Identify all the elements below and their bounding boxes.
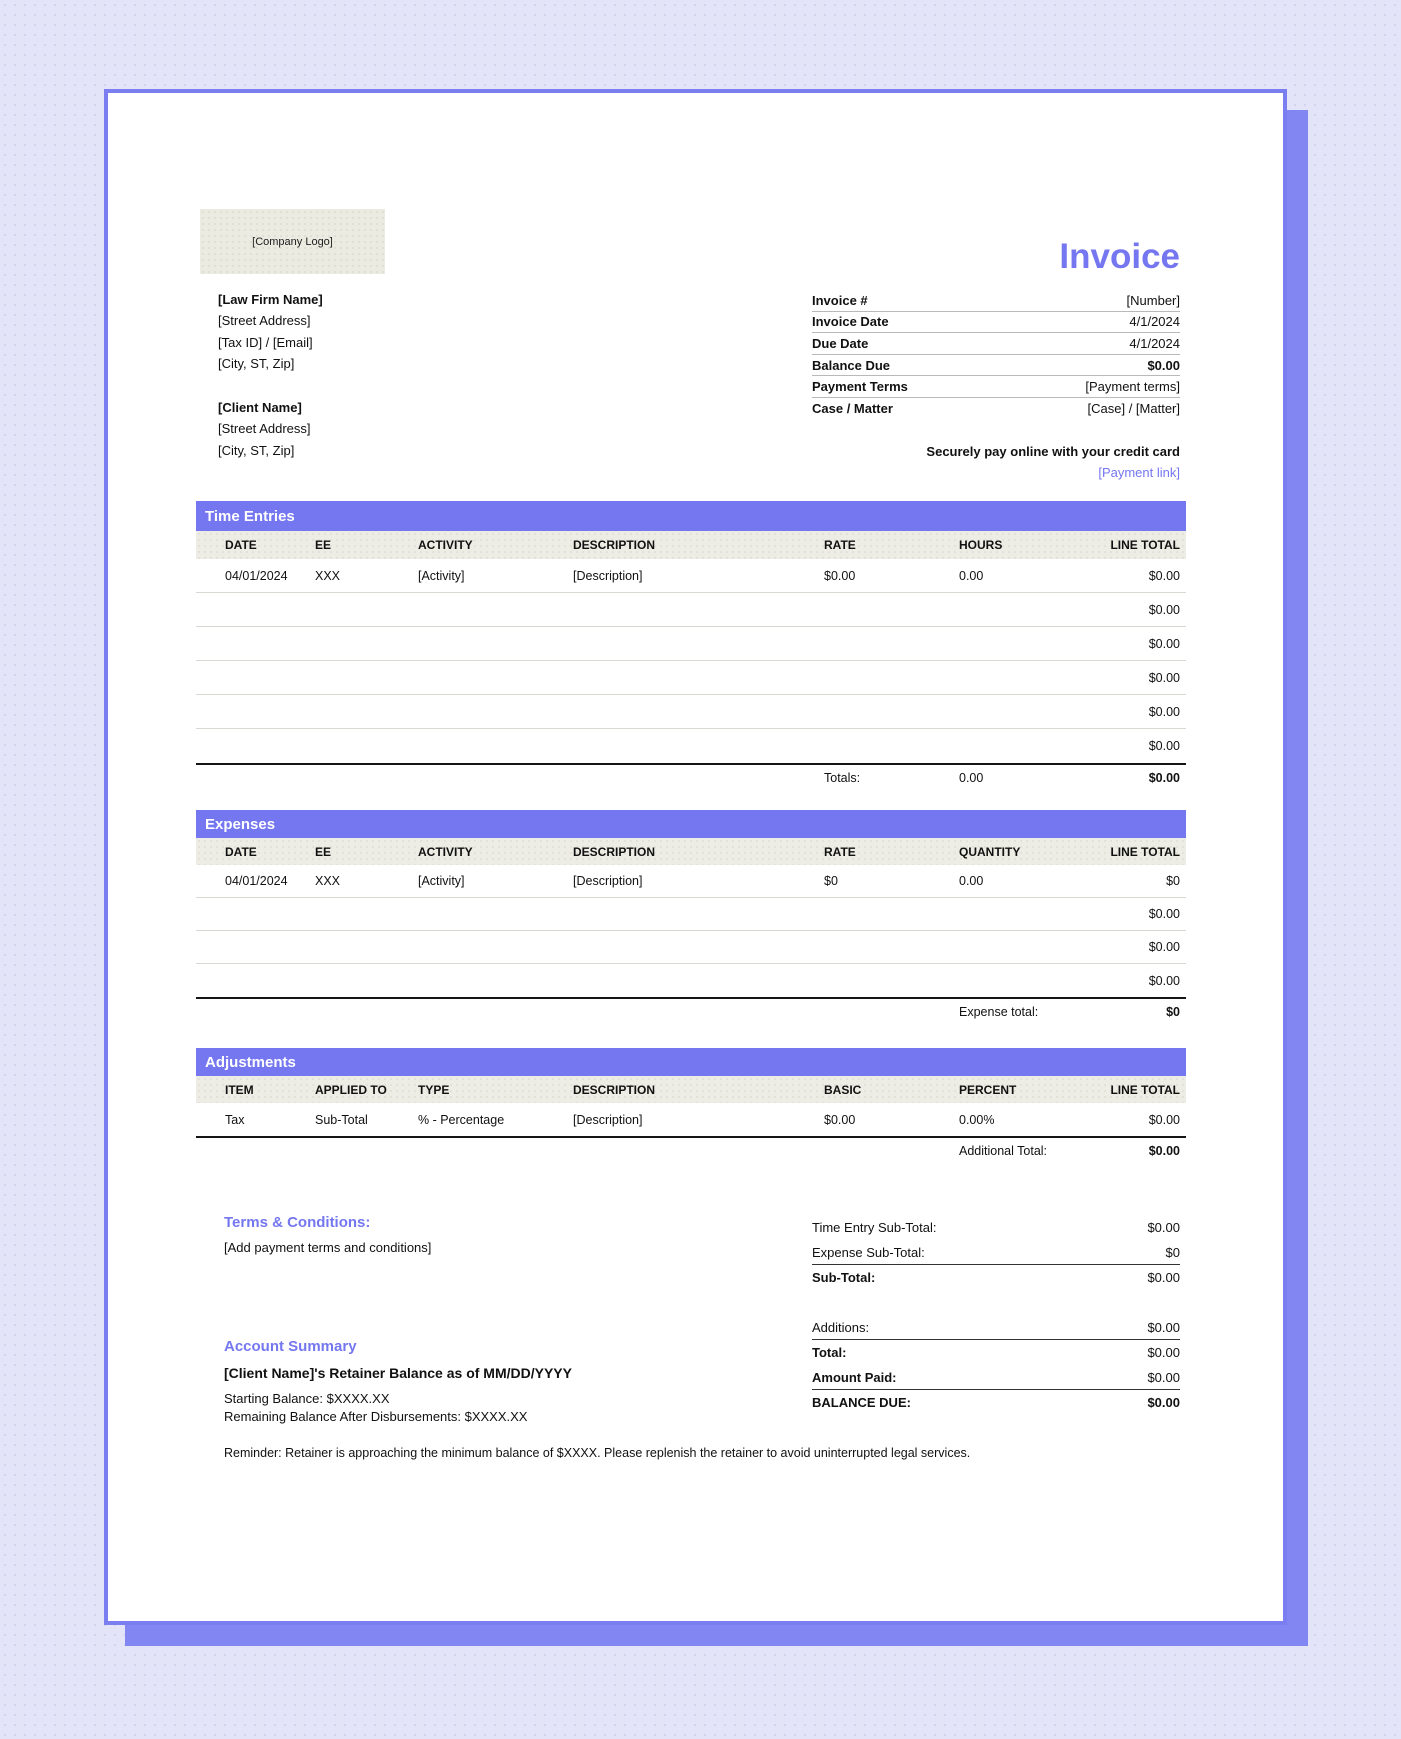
- summary-row-total: [812, 1340, 1180, 1365]
- client-street: [Street Address]: [218, 421, 311, 437]
- expense-total-amount: $0: [1166, 1005, 1180, 1019]
- account-summary-heading: Account Summary: [224, 1338, 357, 1355]
- cell-description: [Description]: [573, 1112, 643, 1127]
- cell-hours: 0.00: [959, 568, 984, 583]
- meta-label: Invoice Date: [812, 314, 889, 330]
- summary-value: $0.00: [1147, 1220, 1180, 1235]
- totals-hours: 0.00: [959, 771, 984, 785]
- retainer-balance-heading: [Client Name]'s Retainer Balance as of MM/DD/YYYY: [224, 1365, 572, 1381]
- col-ee: EE: [315, 538, 332, 552]
- col-date: DATE: [225, 844, 257, 859]
- col-description: DESCRIPTION: [573, 1082, 656, 1097]
- company-logo-box: [200, 209, 385, 274]
- table-row: [196, 695, 1186, 729]
- time-entries-table: [196, 501, 1186, 791]
- col-ee: EE: [315, 844, 332, 859]
- col-line-total: LINE TOTAL: [1110, 538, 1180, 552]
- firm-taxid-email: [Tax ID] / [Email]: [218, 334, 313, 350]
- col-description: DESCRIPTION: [573, 538, 656, 552]
- cell-rate: $0: [824, 874, 838, 888]
- invoice-meta-fields: [812, 290, 1180, 420]
- summary-label: Amount Paid:: [812, 1369, 897, 1385]
- table-row: [196, 865, 1186, 898]
- col-line-total: LINE TOTAL: [1110, 1082, 1180, 1097]
- terms-and-conditions: [224, 1214, 431, 1255]
- table-row: [196, 661, 1186, 695]
- time-entries-totals-row: [196, 763, 1186, 791]
- page-title: Invoice: [1059, 237, 1180, 276]
- summary-spacer: [812, 1290, 1180, 1315]
- firm-street: [Street Address]: [218, 313, 311, 329]
- client-address-block: [218, 397, 311, 461]
- client-name: [Client Name]: [218, 400, 302, 415]
- summary-value: $0.00: [1147, 1395, 1180, 1410]
- summary-label: BALANCE DUE:: [812, 1395, 911, 1410]
- col-description: DESCRIPTION: [573, 844, 656, 859]
- summary-value: $0: [1165, 1244, 1180, 1260]
- summary-label: Time Entry Sub-Total:: [812, 1220, 937, 1235]
- table-row: [196, 593, 1186, 627]
- table-row: [196, 559, 1186, 593]
- time-entries-section-header: Time Entries: [196, 501, 1186, 531]
- summary-row-subtotal: [812, 1265, 1180, 1290]
- additional-total-amount: $0.00: [1148, 1144, 1180, 1158]
- col-type: TYPE: [418, 1082, 450, 1097]
- remaining-balance-line: Remaining Balance After Disbursements: $XXXX.XX: [224, 1408, 528, 1424]
- expenses-section-header: Expenses: [196, 810, 1186, 838]
- cell-line-total: $0: [1166, 874, 1180, 888]
- table-row: [196, 1103, 1186, 1136]
- col-quantity: QUANTITY: [959, 844, 1021, 859]
- expenses-total-row: [196, 997, 1186, 1025]
- totals-amount: $0.00: [1148, 771, 1180, 785]
- account-summary: [224, 1338, 572, 1425]
- meta-row-invoice-date: [812, 312, 1180, 334]
- payment-link[interactable]: [Payment link]: [1098, 465, 1180, 480]
- cell-type: % - Percentage: [418, 1112, 505, 1127]
- col-item: ITEM: [225, 1082, 254, 1097]
- adjustments-column-headers: [196, 1076, 1186, 1103]
- cell-line-total: $0.00: [1148, 602, 1180, 617]
- secure-pay-note: Securely pay online with your credit card: [926, 444, 1180, 459]
- summary-value: $0.00: [1147, 1345, 1180, 1360]
- cell-ee: XXX: [315, 874, 341, 888]
- cell-activity: [Activity]: [418, 874, 465, 888]
- col-hours: HOURS: [959, 538, 1003, 552]
- summary-value: $0.00: [1147, 1270, 1180, 1285]
- cell-line-total: $0.00: [1148, 568, 1180, 583]
- cell-item: Tax: [225, 1112, 245, 1127]
- client-city: [City, ST, Zip]: [218, 442, 295, 458]
- firm-city: [City, ST, Zip]: [218, 355, 295, 371]
- col-applied-to: APPLIED TO: [315, 1082, 387, 1097]
- meta-row-payment-terms: [812, 376, 1180, 398]
- cell-line-total: $0.00: [1148, 704, 1180, 719]
- cell-line-total: $0.00: [1148, 940, 1180, 954]
- meta-label: Case / Matter: [812, 401, 893, 417]
- expenses-table: [196, 810, 1186, 1025]
- meta-label: Payment Terms: [812, 379, 908, 395]
- expenses-column-headers: [196, 838, 1186, 865]
- cell-percent: 0.00%: [959, 1112, 995, 1127]
- col-percent: PERCENT: [959, 1082, 1017, 1097]
- meta-label: Due Date: [812, 335, 869, 351]
- company-logo-text: [Company Logo]: [252, 235, 333, 248]
- meta-label: Invoice #: [812, 292, 868, 308]
- cell-rate: $0.00: [824, 568, 856, 583]
- summary-label: Expense Sub-Total:: [812, 1244, 925, 1260]
- invoice-page: [104, 89, 1287, 1625]
- cell-date: 04/01/2024: [225, 874, 288, 888]
- cell-line-total: $0.00: [1148, 1112, 1180, 1127]
- firm-name: [Law Firm Name]: [218, 292, 323, 307]
- adjustments-table: [196, 1048, 1186, 1164]
- cell-description: [Description]: [573, 568, 643, 583]
- col-date: DATE: [225, 538, 257, 552]
- cell-basic: $0.00: [824, 1112, 856, 1127]
- meta-value: 4/1/2024: [1129, 314, 1180, 330]
- time-entries-column-headers: [196, 531, 1186, 559]
- col-activity: ACTIVITY: [418, 538, 473, 552]
- summary-label: Additions:: [812, 1319, 870, 1335]
- cell-activity: [Activity]: [418, 568, 465, 583]
- terms-body: [Add payment terms and conditions]: [224, 1240, 432, 1255]
- cell-quantity: 0.00: [959, 874, 984, 888]
- meta-label: Balance Due: [812, 357, 891, 373]
- firm-address-block: [218, 289, 323, 374]
- meta-value: [Payment terms]: [1085, 379, 1180, 395]
- cell-ee: XXX: [315, 568, 341, 583]
- cell-applied-to: Sub-Total: [315, 1112, 368, 1127]
- meta-row-invoice-number: [812, 290, 1180, 312]
- col-basic: BASIC: [824, 1082, 862, 1097]
- cell-line-total: $0.00: [1148, 670, 1180, 685]
- col-rate: RATE: [824, 538, 856, 552]
- meta-value: [Case] / [Matter]: [1087, 401, 1180, 417]
- invoice-summary-totals: [812, 1215, 1180, 1415]
- cell-date: 04/01/2024: [225, 568, 288, 583]
- table-row: [196, 729, 1186, 763]
- summary-value: $0.00: [1147, 1369, 1180, 1385]
- adjustments-section-header: Adjustments: [196, 1048, 1186, 1076]
- additional-total-label: Additional Total:: [959, 1144, 1048, 1158]
- meta-value: 4/1/2024: [1129, 335, 1180, 351]
- cell-description: [Description]: [573, 874, 643, 888]
- col-rate: RATE: [824, 844, 856, 859]
- summary-row-amount-paid: [812, 1365, 1180, 1390]
- expense-total-label: Expense total:: [959, 1005, 1039, 1019]
- cell-line-total: $0.00: [1148, 973, 1180, 988]
- summary-value: $0.00: [1147, 1319, 1180, 1335]
- table-row: [196, 964, 1186, 997]
- terms-heading: Terms & Conditions:: [224, 1214, 371, 1231]
- summary-row-expense-subtotal: [812, 1240, 1180, 1265]
- cell-line-total: $0.00: [1148, 739, 1180, 753]
- retainer-reminder-note: Reminder: Retainer is approaching the minimum balance of $XXXX. Please replenish the retainer to avoid uninterrupted legal services.: [224, 1446, 971, 1460]
- meta-row-balance-due: [812, 355, 1180, 377]
- summary-row-balance-due: [812, 1390, 1180, 1415]
- summary-row-additions: [812, 1315, 1180, 1340]
- table-row: [196, 931, 1186, 964]
- table-row: [196, 627, 1186, 661]
- summary-row-time-entry-subtotal: [812, 1215, 1180, 1240]
- adjustments-total-row: [196, 1136, 1186, 1164]
- summary-label: Sub-Total:: [812, 1270, 876, 1285]
- cell-line-total: $0.00: [1148, 636, 1180, 651]
- summary-label: Total:: [812, 1345, 847, 1360]
- starting-balance-line: Starting Balance: $XXXX.XX: [224, 1391, 390, 1406]
- meta-value: [Number]: [1126, 292, 1180, 308]
- totals-label: Totals:: [824, 771, 861, 785]
- cell-line-total: $0.00: [1148, 907, 1180, 921]
- meta-row-case-matter: [812, 398, 1180, 420]
- col-activity: ACTIVITY: [418, 844, 473, 859]
- meta-row-due-date: [812, 333, 1180, 355]
- col-line-total: LINE TOTAL: [1110, 844, 1180, 859]
- meta-value: $0.00: [1147, 357, 1180, 373]
- table-row: [196, 898, 1186, 931]
